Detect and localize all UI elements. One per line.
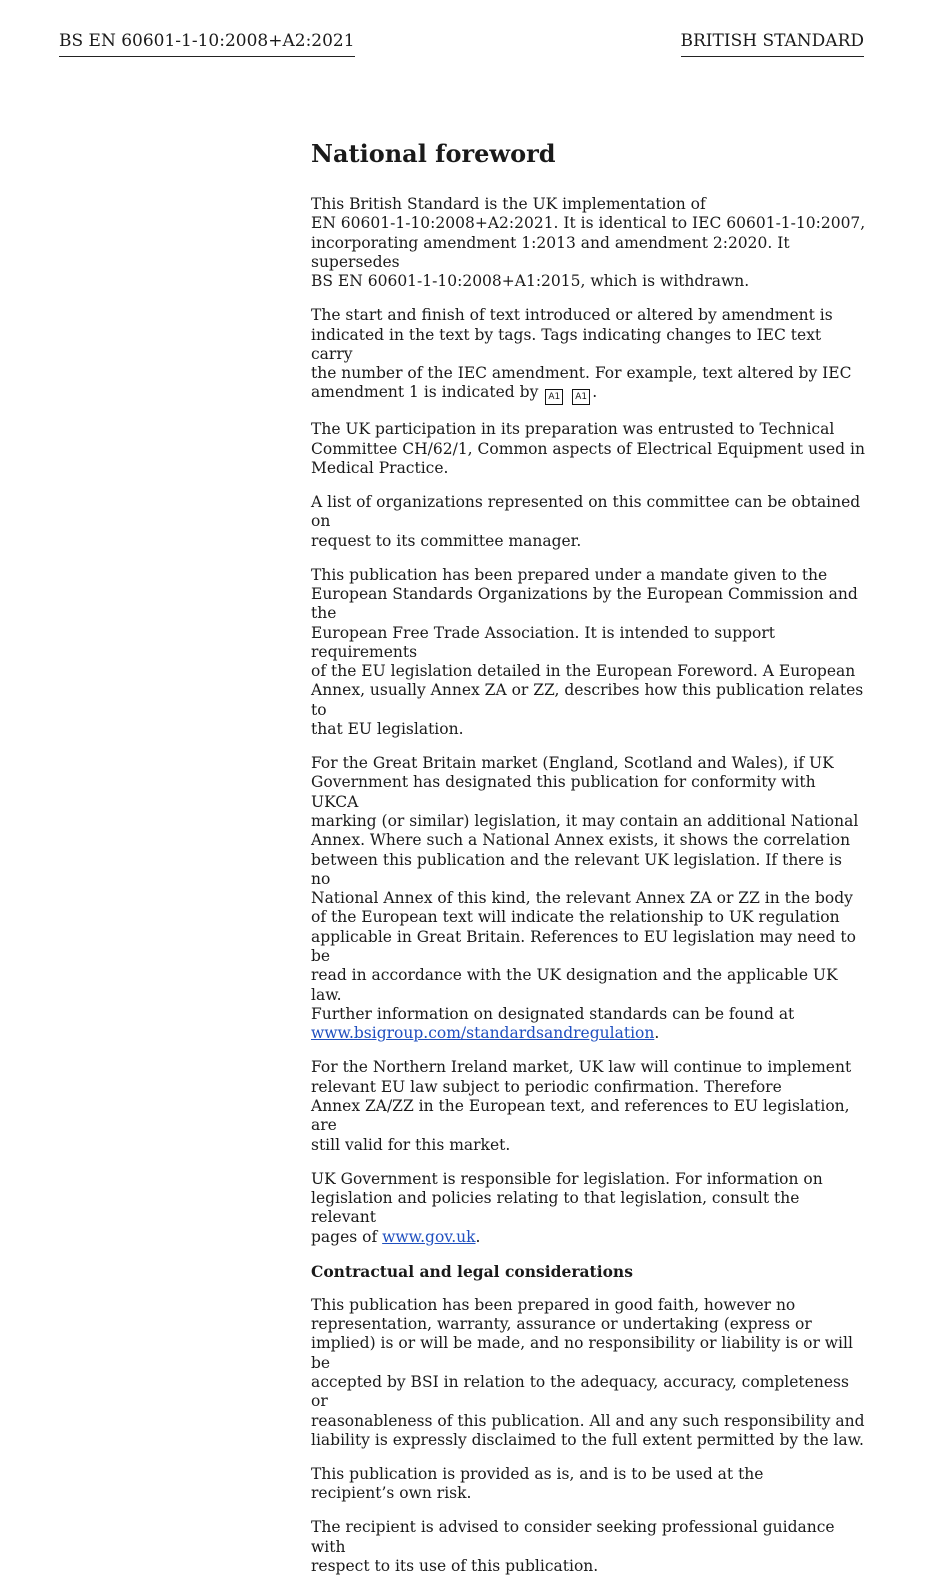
national-foreword-section [311, 139, 866, 1591]
uk-government-end-punct: . [475, 1227, 481, 1246]
paragraph-mandate: This publication has been prepared under a mandate given to the European Standards Organizations by the European Commission and the European Free Trade Association. It is intended to support requirements of the EU legislation detailed in the European Foreword. A European Annex, usually Annex ZA or ZZ, describes how this publication relates to that EU legislation. [311, 565, 864, 739]
paragraph-great-britain-market [311, 754, 866, 1043]
amendment-end-punct: . [592, 383, 598, 402]
paragraph-implementation: This British Standard is the UK implementation of EN 60601-1-10:2008+A2:2021. It is identical to IEC 60601-1-10:2007, incorporating amendment 1:2013 and amendment 2:2020. It supersedes BS EN 60601-1-10:2008+A1:2015, which is withdrawn. [311, 195, 866, 291]
gb-market-text: For the Great Britain market (England, Scotland and Wales), if UK Government has designated this publication for conformity with UKCA marking (or similar) legislation, it may contain an additional National Annex. Where such a National Annex exists, it shows the correlation between this publication and the relevant UK legislation. If there is no National Annex of this kind, the relevant Annex ZA or ZZ in the body of the European text will indicate the relationship to UK regulation applicable in Great Britain. References to EU legislation may need to be read in accordance with the UK designation and the applicable UK law. Further information on designated standards can be found at [311, 754, 859, 1023]
paragraph-organizations: A list of organizations represented on this committee can be obtained on request to its committee manager. [311, 492, 861, 550]
paragraph-good-faith: This publication has been prepared in good faith, however no representation, warranty, assurance or undertaking (express or implied) is or will be made, and no responsibility or liability is or will be accepted by BSI in relation to the adequacy, accuracy, completeness or reasonableness of this publication. All and any such responsibility and liability is expressly disclaimed to the full extent permitted by the law. [311, 1295, 865, 1449]
paragraph-amendment-tags [311, 306, 866, 405]
page-title: National foreword [311, 139, 556, 168]
uk-government-text: UK Government is responsible for legislation. For information on legislation and policies relating to that legislation, consult the relevant pages of [311, 1169, 823, 1246]
gb-market-end-punct: . [654, 1024, 660, 1043]
british-standard-header: BRITISH STANDARD [681, 30, 864, 57]
paragraph-own-risk: This publication is provided as is, and is to be used at the recipient’s own risk. [311, 1464, 764, 1503]
gov-uk-link[interactable]: www.gov.uk [382, 1227, 476, 1246]
legal-considerations-heading: Contractual and legal considerations [311, 1261, 633, 1281]
amendment-start-tag-icon: A1 [545, 389, 563, 405]
paragraph-professional-guidance: The recipient is advised to consider seeking professional guidance with respect to its use of this publication. [311, 1518, 835, 1575]
amendment-end-tag-icon: A1 [572, 389, 590, 405]
paragraph-northern-ireland-market: For the Northern Ireland market, UK law will continue to implement relevant EU law subject to periodic confirmation. Therefore Annex ZA/ZZ in the European text, and references to EU legislation, are still valid for this market. [311, 1058, 852, 1154]
amendment-text: The start and finish of text introduced or altered by amendment is indicated in the text by tags. Tags indicating changes to IEC text carry the number of the IEC amendment. For example, text altered by IEC amendment 1 is indicated by [311, 306, 852, 402]
paragraph-uk-government [311, 1170, 866, 1247]
bsigroup-link[interactable]: www.bsigroup.com/standardsandregulation [311, 1024, 655, 1043]
document-number-header: BS EN 60601-1-10:2008+A2:2021 [59, 30, 355, 57]
paragraph-committee: The UK participation in its preparation was entrusted to Technical Committee CH/62/1, Common aspects of Electrical Equipment used in Medical Practice. [311, 420, 865, 477]
